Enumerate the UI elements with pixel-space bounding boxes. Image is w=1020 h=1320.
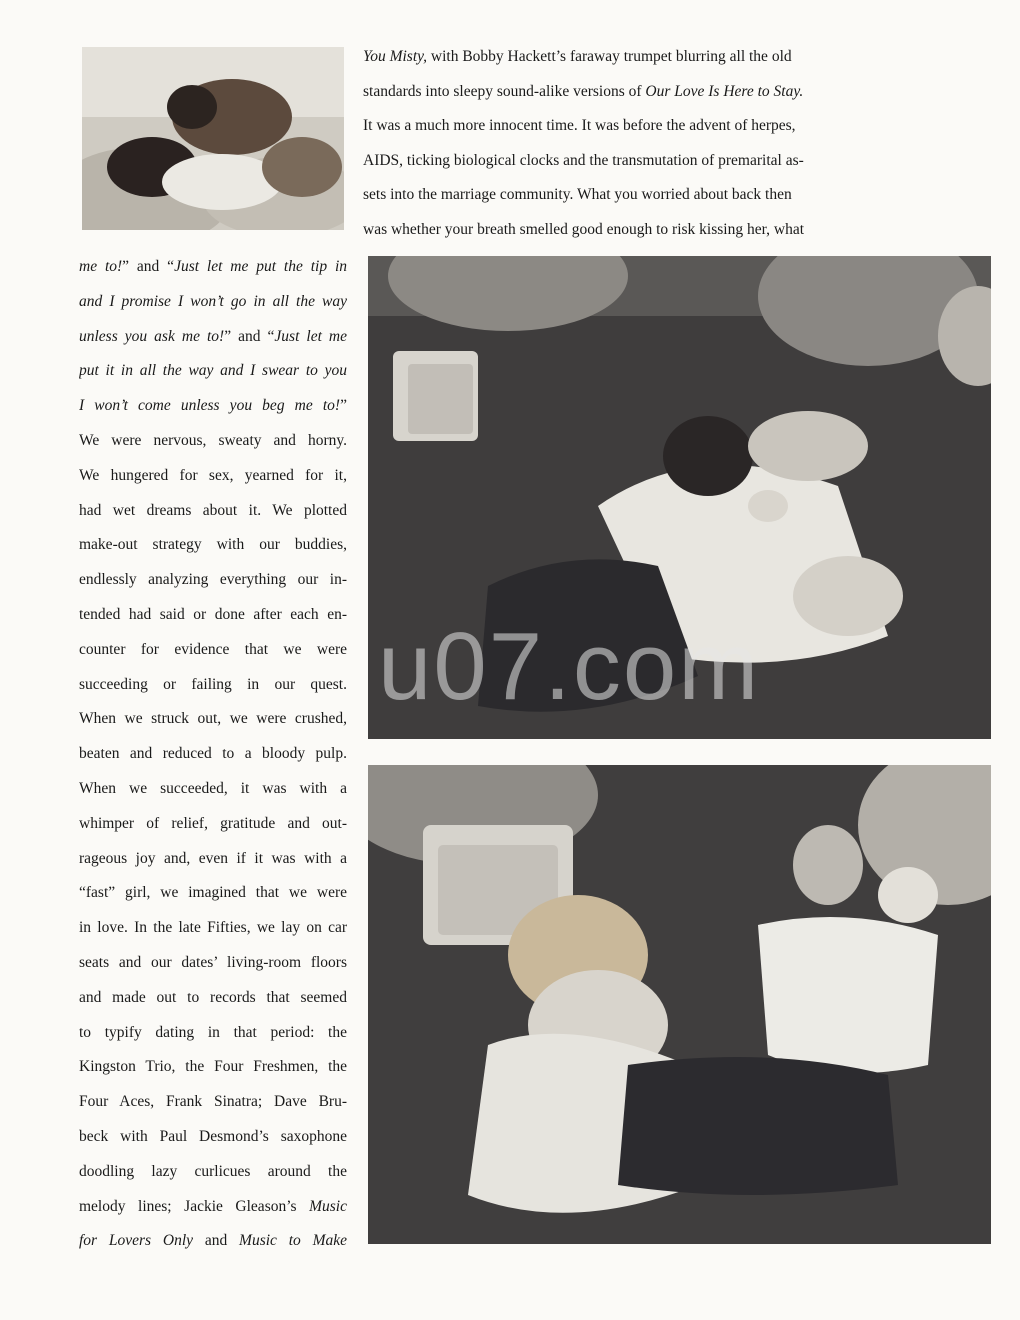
text-line: had wet dreams about it. We plotted [79,501,347,519]
text-line: endlessly analyzing everything our in- [79,571,347,589]
text-line: AIDS, ticking biological clocks and the transmutation of premarital as- [363,151,804,169]
text-line: counter for evidence that we were [79,640,347,658]
text-line: make-out strategy with our buddies, [79,536,347,554]
text-line: and I promise I won’t go in all the way [79,292,347,310]
watermark: u07.com [378,613,761,720]
text-line: “fast” girl, we imagined that we were [79,884,347,902]
text-line: We hungered for sex, yearned for it, [79,466,347,484]
text-line: I won’t come unless you beg me to!” [79,397,347,415]
text-line: unless you ask me to!” and “Just let me [79,327,347,345]
text-line: was whether your breath smelled good enough to risk kissing her, what [363,220,805,238]
text-line: beck with Paul Desmond’s saxophone [79,1127,347,1145]
top-text-column [363,40,863,247]
text-line: tended had said or done after each en- [79,605,347,623]
text-line: in love. In the late Fifties, we lay on car [79,919,347,937]
text-line: melody lines; Jackie Gleason’s Music [79,1197,347,1215]
text-line: When we struck out, we were crushed, [79,710,347,728]
text-line: beaten and reduced to a bloody pulp. [79,745,347,763]
text-line: seats and our dates’ living-room floors [79,953,347,971]
text-line: put it in all the way and I swear to you [79,362,347,380]
text-line: You Misty, with Bobby Hackett’s faraway trumpet blurring all the old [363,48,792,65]
photo-couple-embrace [82,47,344,230]
text-line: succeeding or failing in our quest. [79,675,347,693]
text-line: When we succeeded, it was with a [79,779,347,797]
text-line: sets into the marriage community. What you worried about back then [363,186,792,203]
text-line: Four Aces, Frank Sinatra; Dave Bru- [79,1093,347,1111]
text-line: rageous joy and, even if it was with a [79,849,347,867]
text-line: doodling lazy curlicues around the [79,1162,347,1180]
text-line: and made out to records that seemed [79,988,347,1006]
text-line: whimper of relief, gratitude and out- [79,814,347,832]
left-text-column [79,250,347,1259]
text-line: for Lovers Only and Music to Make [79,1232,347,1250]
text-line: Kingston Trio, the Four Freshmen, the [79,1058,347,1076]
text-line: standards into sleepy sound-alike versions of Our Love Is Here to Stay. [363,82,804,100]
photo-couple-on-floor-bottom [368,765,991,1244]
text-line: It was a much more innocent time. It was before the advent of herpes, [363,117,796,134]
text-line: me to!” and “Just let me put the tip in [79,258,347,275]
text-line: We were nervous, sweaty and horny. [79,431,347,449]
text-line: to typify dating in that period: the [79,1023,347,1041]
